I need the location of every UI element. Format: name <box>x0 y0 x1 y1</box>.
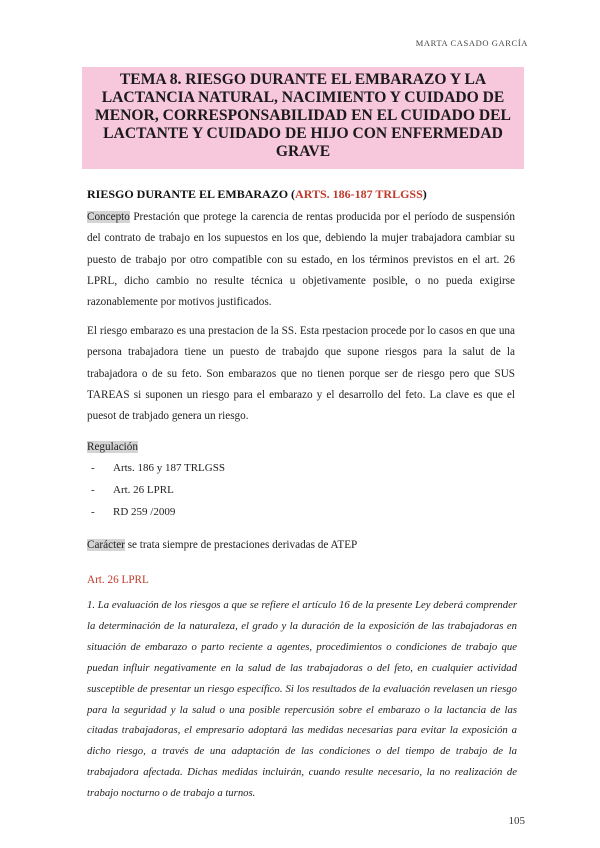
title-box <box>82 67 524 169</box>
page-number: 105 <box>508 815 525 827</box>
regulacion-item-text: Arts. 186 y 187 TRLGSS <box>113 462 225 474</box>
regulacion-item <box>87 480 225 502</box>
concepto-text: Prestación que protege la carencia de rentas producida por el período de suspensión del contrato de trabajo en los supuestos en los que, debiendo la mujer trabajadora cambiar su puesto de trabajo por otro compatible con su estado, en los términos previstos en el art. 26 LPRL, dicho cambio no resulte técnica u objetivamente posible, o no pueda exigirse razonablemente por motivos justificados. <box>87 211 515 309</box>
section-heading-text: RIESGO DURANTE EL EMBARAZO <box>87 187 289 201</box>
regulacion-item <box>87 458 225 480</box>
chapter-title: TEMA 8. RIESGO DURANTE EL EMBARAZO Y LA LACTANCIA NATURAL, NACIMIENTO Y CUIDADO DE MENOR, CORRESPONSABILIDAD EN EL CUIDADO DEL LACTANTE Y CUIDADO DE HIJO CON ENFERMEDAD GRAVE <box>95 71 511 160</box>
concepto-paragraph <box>87 207 515 313</box>
header-author: MARTA CASADO GARCÍA <box>415 38 528 48</box>
description-paragraph: El riesgo embarazo es una prestacion de la SS. Esta rpestacion procede por lo casos en que una persona trabajadora tiene un puesto de trabajdo que supone riesgos para la salut de la trabajadora o de su feto. Son embarazos que no tienen porque ser de riesgo pero que SUS TAREAS si suponen un riesgo para el embarazo y el desarrollo del feto. La clave es que el puesot de trabjado genera un riesgo. <box>87 325 515 423</box>
regulacion-label: Regulación <box>87 441 138 453</box>
section-heading-open: ( <box>291 187 296 201</box>
list-dash: - <box>91 484 95 496</box>
caracter-label: Carácter <box>87 539 125 551</box>
caracter-line <box>87 535 357 555</box>
section-heading-close: ) <box>422 187 427 201</box>
list-dash: - <box>91 506 95 518</box>
section-heading-ref: ARTS. 186-187 TRLGSS <box>295 187 423 201</box>
regulacion-list <box>87 458 225 524</box>
article-heading: Art. 26 LPRL <box>87 574 149 586</box>
regulacion-item <box>87 502 225 524</box>
regulacion-item-text: RD 259 /2009 <box>113 506 176 518</box>
concepto-label: Concepto <box>87 211 130 223</box>
regulacion-item-text: Art. 26 LPRL <box>113 484 174 496</box>
list-dash: - <box>91 462 95 474</box>
regulacion-label-line <box>87 437 138 457</box>
section-heading <box>87 187 427 202</box>
article-text: 1. La evaluación de los riesgos a que se refiere el artículo 16 de la presente Ley deberá comprender la determinación de la naturaleza, el grado y la duración de la exposición de las trabajadoras en situación de embarazo o parto reciente a agentes, procedimientos o condiciones de trabajo que puedan influir negativamente en la salud de las trabajadoras o del feto, en cualquier actividad susceptible de presentar un riesgo específico. Si los resultados de la evaluación revelasen un riesgo para la seguridad y la salud o una posible repercusión sobre el embarazo o la lactancia de las citadas trabajadoras, el empresario adoptará las medidas necesarias para evitar la exposición a dicho riesgo, a través de una adaptación de las condiciones o del tiempo de trabajo de la trabajadora afectada. Dichas medidas incluirán, cuando resulte necesario, la no realización de trabajo nocturno o de trabajo a turnos. <box>87 599 517 800</box>
caracter-text: se trata siempre de prestaciones derivadas de ATEP <box>124 539 358 551</box>
